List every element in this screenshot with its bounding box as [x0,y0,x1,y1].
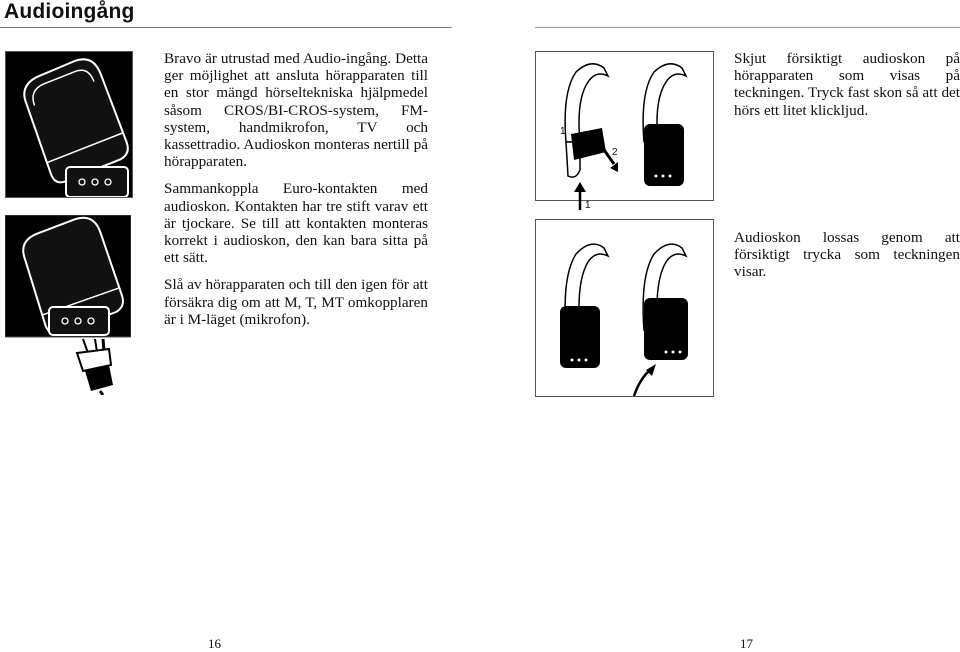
label-step-1-top: 1 [560,126,566,137]
label-step-1-bottom: 1 [585,200,591,211]
page-number-right: 17 [740,636,753,651]
figure-audio-shoe-with-plug [5,215,131,395]
figure-remove-shoe [535,219,714,397]
header-rule [0,27,452,28]
paragraph-connect: Sammankoppla Euro-kontakten med audioskon. Kontakten har tre stift varav ett är tjockare. Se till att kontakten monteras korrekt i audioskon, den kan bara sitta på ett sätt. [164,180,428,267]
header-rule-right [535,27,960,28]
left-text-column [164,50,428,338]
paragraph-switch: Slå av hörapparaten och till den igen för att försäkra dig om att M, T, MT omkopplaren är i M-läget (mikrofon). [164,276,428,328]
right-text-remove: Audioskon lossas genom att försiktigt trycka som teckningen visar. [734,229,960,281]
right-text-attach: Skjut försiktigt audioskon på hörapparaten som visas på teckningen. Tryck fast skon så att det hörs ett litet klickljud. [734,50,960,119]
page-number-left: 16 [208,636,221,651]
label-step-2: 2 [612,147,618,158]
page-title: Audioingång [4,0,135,23]
figure-audio-shoe [5,51,133,198]
paragraph-intro: Bravo är utrustad med Audio-ingång. Detta ger möjlighet att ansluta hörapparaten till en stor mängd hörseltekniska hjälpmedel såsom CROS/BI-CROS-system, FM-system, handmikrofon, TV och kassettradio. Audioskon monteras nertill på hörapparaten. [164,50,428,171]
